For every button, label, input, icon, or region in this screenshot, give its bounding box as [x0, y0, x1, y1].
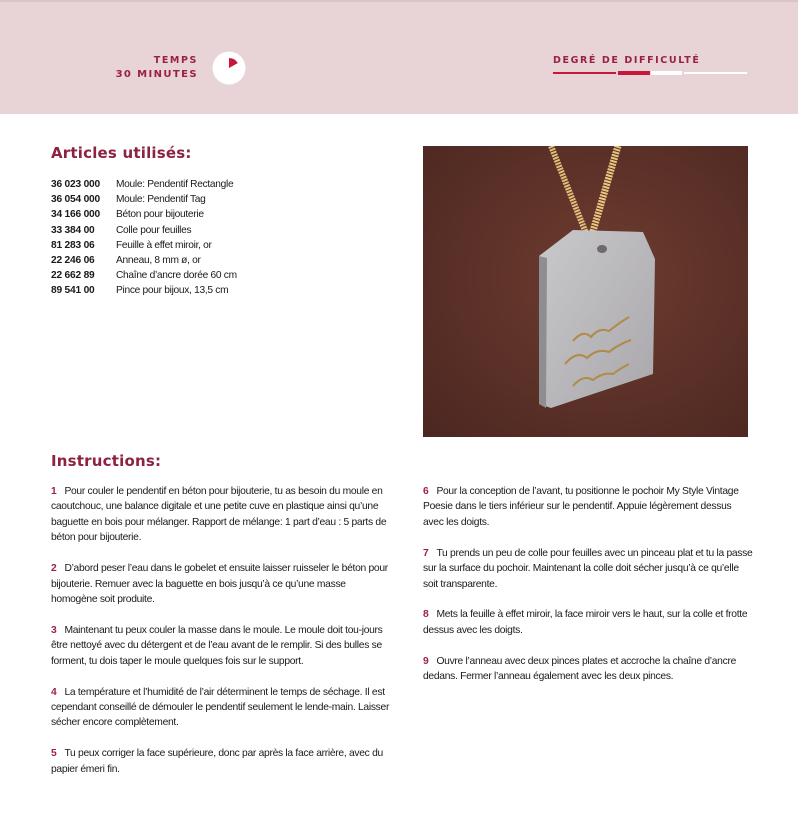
header-band	[0, 0, 798, 114]
instruction-step	[423, 484, 753, 530]
step-text: Ouvre l’anneau avec deux pinces plates et accroche la chaîne d’ancre dedans. Fermer l’anneau également avec les deux pinces.	[423, 655, 737, 683]
article-code: 36 023 000	[51, 179, 100, 190]
article-description: Moule: Pendentif Tag	[116, 194, 206, 206]
step-text: D’abord peser l’eau dans le gobelet et ensuite laisser ruisseler le béton pour bijouterie. Remuer avec la baguette en bois jusqu’à ce qu’une masse homogène soit produite.	[51, 563, 388, 605]
time-value: 30 MINUTES	[115, 69, 198, 80]
step-number: 4	[51, 686, 57, 698]
instruction-step	[51, 623, 391, 669]
step-text: Maintenant tu peux couler la masse dans le moule. Le moule doit tou-jours être nettoyé avec du détergent et de l’eau avant de le remplir. Si des bulles se forment, tu dois taper le moule quelques fois sur le support.	[51, 624, 383, 667]
step-number: 5	[51, 748, 57, 760]
instructions-title: Instructions:	[51, 452, 162, 470]
pendant-photo	[423, 146, 748, 437]
article-code: 22 662 89	[51, 270, 95, 282]
instruction-step	[51, 484, 391, 546]
article-row	[51, 223, 237, 238]
step-text: Pour la conception de l’avant, tu positionne le pochoir My Style Vintage Poesie dans le tiers inférieur sur le pendentif. Appuie légèrement dessus avec les doigts.	[423, 486, 739, 528]
step-text: Tu prends un peu de colle pour feuilles avec un pinceau plat et tu la passe sur la surface du pochoir. Maintenant la colle doit sécher jusqu’à ce qu’elle soit transparente.	[423, 547, 753, 590]
clock-pie-icon	[212, 51, 246, 85]
article-row	[51, 268, 237, 283]
instruction-step	[51, 746, 391, 777]
pendant-edge	[539, 256, 547, 408]
article-code: 81 283 06	[51, 239, 95, 251]
instructions-column-left	[51, 484, 391, 793]
article-description: Béton pour bijouterie	[116, 209, 204, 221]
article-code: 34 166 000	[51, 209, 100, 221]
step-text: Mets la feuille à effet miroir, la face miroir vers le haut, sur la colle et frotte dessus avec les doigts.	[423, 609, 748, 636]
article-row	[51, 177, 237, 192]
step-number: 8	[423, 609, 429, 621]
difficulty-bar	[553, 71, 747, 75]
instruction-step	[423, 607, 753, 638]
article-code: 36 054 000	[51, 194, 100, 206]
time-label: TEMPS	[153, 55, 198, 66]
step-text: Tu peux corriger la face supérieure, donc par après la face arrière, avec du papier émeri fin.	[51, 748, 383, 775]
instruction-step	[423, 654, 753, 685]
step-text: Pour couler le pendentif en béton pour bijouterie, tu as besoin du moule en caoutchouc, une balance digitale et une petite cuve en plastique ainsi qu’une baguette en bois pour mélanger. Rapport de mélange: 1 part d’eau : 5 parts de béton pour bijouterie.	[51, 486, 387, 544]
step-text: La température et l’humidité de l’air déterminent le temps de séchage. Il est cependant conseillé de démouler le pendentif seulement le lende-main. Laisser sécher encore complètement.	[51, 686, 390, 729]
article-row	[51, 238, 237, 253]
article-code: 89 541 00	[51, 285, 95, 297]
step-number: 6	[423, 486, 429, 497]
difficulty-segment-3	[651, 71, 682, 75]
articles-list	[51, 177, 237, 299]
article-description: Anneau, 8 mm ø, or	[116, 255, 201, 267]
article-description: Pince pour bijoux, 13,5 cm	[116, 285, 229, 297]
article-description: Colle pour feuilles	[116, 224, 192, 236]
pendant-hole	[597, 245, 607, 253]
instruction-step	[51, 561, 391, 607]
step-number: 9	[423, 655, 429, 667]
difficulty-segment-1	[553, 72, 616, 74]
article-row	[51, 192, 237, 207]
article-row	[51, 207, 237, 222]
step-number: 1	[51, 486, 57, 497]
difficulty-segment-2	[618, 71, 650, 75]
instructions-column-right	[423, 484, 753, 700]
step-number: 3	[51, 624, 57, 636]
article-description: Feuille à effet miroir, or	[116, 239, 212, 251]
instruction-step	[51, 685, 391, 731]
article-row	[51, 283, 237, 298]
articles-title: Articles utilisés:	[51, 144, 192, 162]
article-row	[51, 253, 237, 268]
article-description: Chaîne d’ancre dorée 60 cm	[116, 270, 237, 282]
article-description: Moule: Pendentif Rectangle	[116, 179, 234, 190]
instruction-step	[423, 546, 753, 592]
step-number: 2	[51, 563, 57, 575]
step-number: 7	[423, 547, 429, 559]
difficulty-label: DEGRÉ DE DIFFICULTÉ	[553, 55, 701, 66]
difficulty-segment-4	[684, 72, 747, 74]
article-code: 22 246 06	[51, 255, 95, 267]
article-code: 33 384 00	[51, 224, 95, 236]
